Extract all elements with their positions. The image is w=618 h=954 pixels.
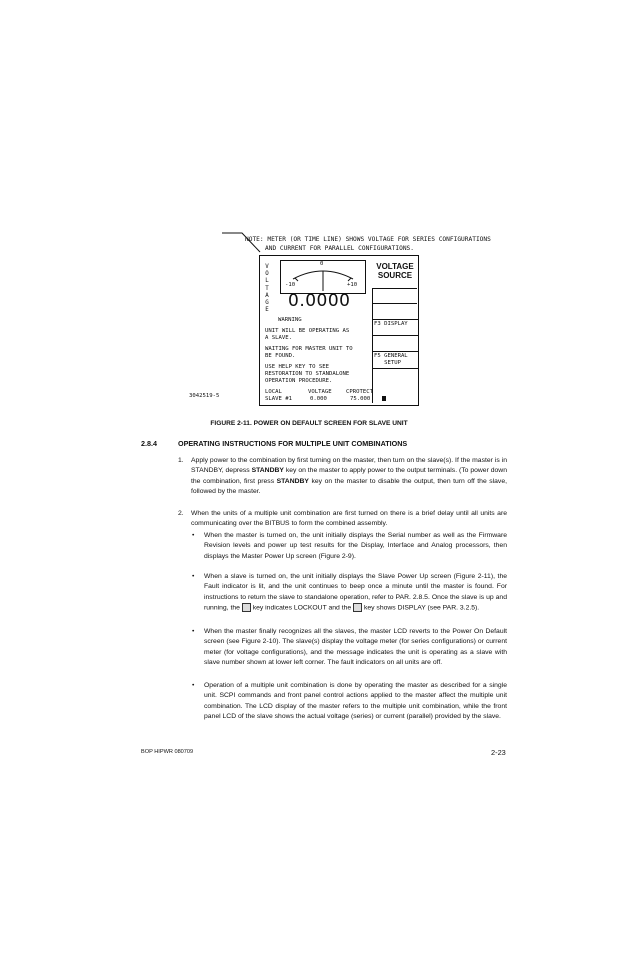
meter-zero-label: 0 — [320, 261, 324, 267]
function-key-panel — [372, 288, 419, 403]
status-protect-label: CPROTECT — [346, 389, 373, 395]
lcd-side-label: V O L T A G E — [265, 264, 269, 314]
section-number: 2.8.4 — [141, 439, 157, 448]
bullet-marker: • — [192, 628, 195, 635]
analog-meter — [280, 260, 366, 294]
f3-key-box[interactable] — [373, 319, 418, 336]
f1-key-box[interactable] — [373, 288, 417, 304]
f2-key-box[interactable] — [373, 303, 417, 320]
f3-key-icon — [353, 603, 362, 612]
f5-key-label: F5 GENERAL SETUP — [374, 353, 408, 366]
status-voltage-value: 0.000 — [310, 396, 327, 402]
message-slave: UNIT WILL BE OPERATING AS A SLAVE. — [265, 328, 350, 341]
bullet-marker: • — [192, 573, 195, 580]
figure-caption: FIGURE 2-11. POWER ON DEFAULT SCREEN FOR SLAVE UNIT — [210, 420, 408, 427]
warning-label: WARNING — [278, 317, 302, 323]
footer-page-number: 2-23 — [491, 748, 506, 757]
item-1-text: Apply power to the combination by first turning on the master, then turn on the slave(s). If the master is in STANDBY, depress STANDBY key on the master to apply power to the output terminals. (To power down the combination, first press STANDBY key on the master to disable the output, then turn off the slave, followed by the master. — [191, 457, 507, 496]
figure-note-line2: AND CURRENT FOR PARALLEL CONFIGURATIONS. — [265, 245, 415, 252]
big-value-display: 0.0000 — [288, 291, 351, 311]
item-2-number: 2. — [178, 510, 184, 517]
message-waiting: WAITING FOR MASTER UNIT TO BE FOUND. — [265, 346, 353, 359]
status-local: LOCAL — [265, 389, 282, 395]
lcd-screen — [259, 255, 419, 406]
bullet-2-text: When a slave is turned on, the unit initially displays the Slave Power Up screen (Figure 2-11), the Fault indicator is lit, and the unit continues to beep once a minute until the master is found. For instructions to return the slave to standalone operation, refer to PAR. 2.8.5. Once the slave is up and running, the key indicates LOCKOUT and the key shows DISPLAY (see PAR. 3.2.5). — [204, 573, 507, 612]
section-title: OPERATING INSTRUCTIONS FOR MULTIPLE UNIT COMBINATIONS — [178, 439, 408, 448]
bullet-4-text: Operation of a multiple unit combination is done by operating the master as described for a single unit. SCPI commands and front panel control actions applied to the master affect the multiple unit combination. The LCD display of the master refers to the multiple unit combination, while the front panel LCD of the slave shows the actual voltage (series) or current (parallel) provided by the slave. — [204, 682, 507, 721]
f3-key-label: F3 DISPLAY — [374, 321, 408, 327]
bullet-marker: • — [192, 682, 195, 689]
meter-min-label: -10 — [285, 282, 296, 288]
figure-note-line1: NOTE: METER (OR TIME LINE) SHOWS VOLTAGE FOR SERIES CONFIGURATIONS — [245, 236, 491, 243]
bullet-marker: • — [192, 532, 195, 539]
status-protect-value: 75.000 — [350, 396, 371, 402]
message-help: USE HELP KEY TO SEE RESTORATION TO STANDALONE OPERATION PROCEDURE. — [265, 364, 350, 384]
meter-max-label: +10 — [347, 282, 358, 288]
figure-id: 3042519-5 — [189, 393, 220, 399]
f4-key-box[interactable] — [373, 335, 418, 352]
status-indicator-square — [382, 396, 386, 401]
f1-key-icon — [242, 603, 251, 612]
lcd-title: VOLTAGE SOURCE — [376, 262, 414, 280]
status-slave: SLAVE #1 — [265, 396, 292, 402]
f5-key-box[interactable] — [373, 351, 418, 369]
footer-doc-id: BOP HIPWR 080709 — [141, 749, 194, 755]
item-1-number: 1. — [178, 457, 184, 464]
item-2-text: When the units of a multiple unit combination are first turned on there is a brief delay until all units are communicating over the BITBUS to form the combined assembly. — [191, 510, 507, 528]
bullet-3-text: When the master finally recognizes all the slaves, the master LCD reverts to the Power On Default screen (see Figure 2-10). The slave(s) display the voltage meter (for series configurations) or current meter (for voltage configurations), and the message indicates the unit is operating as a slave with slave number shown at lower left corner. The fault indicators on all units are off. — [204, 628, 507, 667]
status-voltage-label: VOLTAGE — [308, 389, 332, 395]
bullet-1-text: When the master is turned on, the unit initially displays the Serial number as well as the Firmware Revision levels and power up test results for the Display, Interface and Analog processors, then displays the Master Power Up screen (Figure 2-9). — [204, 532, 507, 560]
